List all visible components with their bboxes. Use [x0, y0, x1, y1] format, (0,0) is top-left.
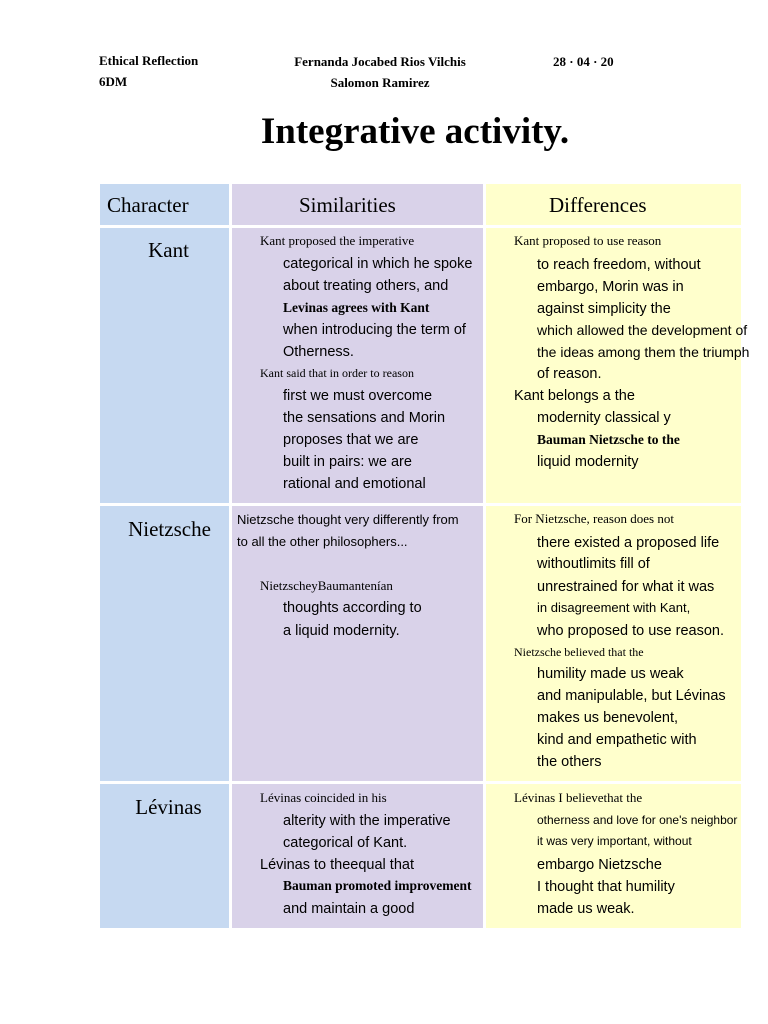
- course-name: Ethical Reflection: [99, 53, 199, 68]
- text-line: it was very important, without: [537, 834, 692, 848]
- text-line: Levinas agrees with Kant: [283, 300, 430, 315]
- text-line: the ideas among them the triumph: [537, 344, 750, 360]
- text-line: Bauman promoted improvement: [283, 878, 472, 893]
- text-line: Otherness.: [283, 344, 354, 360]
- text-line: Lévinas coincided in his: [260, 790, 387, 805]
- header-left: [99, 50, 198, 92]
- header-label: Similarities: [299, 193, 396, 217]
- text-line: Kant belongs a the: [514, 388, 635, 404]
- text-line: modernity classical y: [537, 410, 671, 426]
- text-line: first we must overcome: [283, 388, 433, 404]
- text-line: against simplicity the: [537, 301, 671, 317]
- header-label: Differences: [549, 193, 647, 217]
- text-line: the sensations and Morin: [283, 410, 446, 426]
- text-line: Kant proposed the imperative: [260, 233, 415, 248]
- text-line: when introducing the term of: [283, 322, 466, 338]
- text-line: alterity with the imperative: [283, 813, 451, 829]
- text-line: For Nietzsche, reason does not: [514, 511, 674, 526]
- group-name: 6DM: [99, 74, 128, 89]
- row-name-cell: [100, 784, 229, 928]
- header-cell-similarities: [232, 184, 483, 225]
- text-line: thoughts according to: [283, 600, 422, 616]
- row-name-cell: [100, 228, 229, 503]
- text-line: kind and empathetic with: [537, 732, 697, 748]
- text-line: the others: [537, 754, 602, 770]
- text-line: Bauman Nietzsche to the: [537, 432, 680, 447]
- text-line: Lévinas I believethat the: [514, 790, 643, 805]
- text-line: Kant proposed to use reason: [514, 233, 662, 248]
- text-line: otherness and love for one's neighbor: [537, 813, 738, 827]
- text-line: Nietzsche believed that the: [514, 645, 644, 659]
- text-line: makes us benevolent,: [537, 710, 679, 726]
- text-line: humility made us weak: [537, 666, 684, 682]
- text-line: in disagreement with Kant,: [537, 600, 691, 615]
- text-line: categorical of Kant.: [283, 835, 408, 851]
- text-line: Kant said that in order to reason: [260, 366, 414, 380]
- text-line: and manipulable, but Lévinas: [537, 688, 726, 704]
- row-name-cell: [100, 506, 229, 781]
- author-name: Salomon Ramirez: [330, 75, 430, 90]
- header-label: Character: [107, 193, 189, 217]
- text-line: unrestrained for what it was: [537, 579, 715, 595]
- character-name: Nietzsche: [128, 517, 211, 541]
- author-name: Fernanda Jocabed Rios Vilchis: [294, 54, 466, 69]
- text-line: to reach freedom, without: [537, 257, 701, 273]
- text-line: categorical in which he spoke: [283, 256, 473, 272]
- text-line: of reason.: [537, 366, 602, 382]
- page-title: Integrative activity.: [260, 111, 570, 152]
- text-line: a liquid modernity.: [283, 623, 400, 639]
- text-line: made us weak.: [537, 901, 635, 917]
- text-line: embargo, Morin was in: [537, 279, 684, 295]
- text-line: about treating others, and: [283, 278, 449, 294]
- character-name: Kant: [148, 238, 189, 262]
- header-authors: [260, 51, 500, 93]
- text-line: Lévinas to theequal that: [260, 857, 414, 873]
- header-cell-differences: [486, 184, 741, 225]
- text-line: Nietzsche thought very differently from: [237, 512, 459, 527]
- text-line: proposes that we are: [283, 432, 419, 448]
- header-cell-character: [100, 184, 229, 225]
- header-date: 28 · 04 · 20: [553, 54, 614, 69]
- text-line: embargo Nietzsche: [537, 857, 662, 873]
- text-line: to all the other philosophers...: [237, 534, 408, 549]
- text-line: who proposed to use reason.: [537, 623, 725, 639]
- text-line: and maintain a good: [283, 901, 415, 917]
- text-line: I thought that humility: [537, 879, 675, 895]
- text-line: withoutlimits fill of: [537, 556, 650, 572]
- text-line: there existed a proposed life: [537, 535, 720, 551]
- text-line: liquid modernity: [537, 454, 639, 470]
- text-line: rational and emotional: [283, 476, 426, 492]
- text-line: which allowed the development of: [537, 322, 748, 338]
- text-line: built in pairs: we are: [283, 454, 412, 470]
- character-name: Lévinas: [135, 795, 202, 819]
- text-line: NietzscheyBaumantenían: [260, 578, 393, 593]
